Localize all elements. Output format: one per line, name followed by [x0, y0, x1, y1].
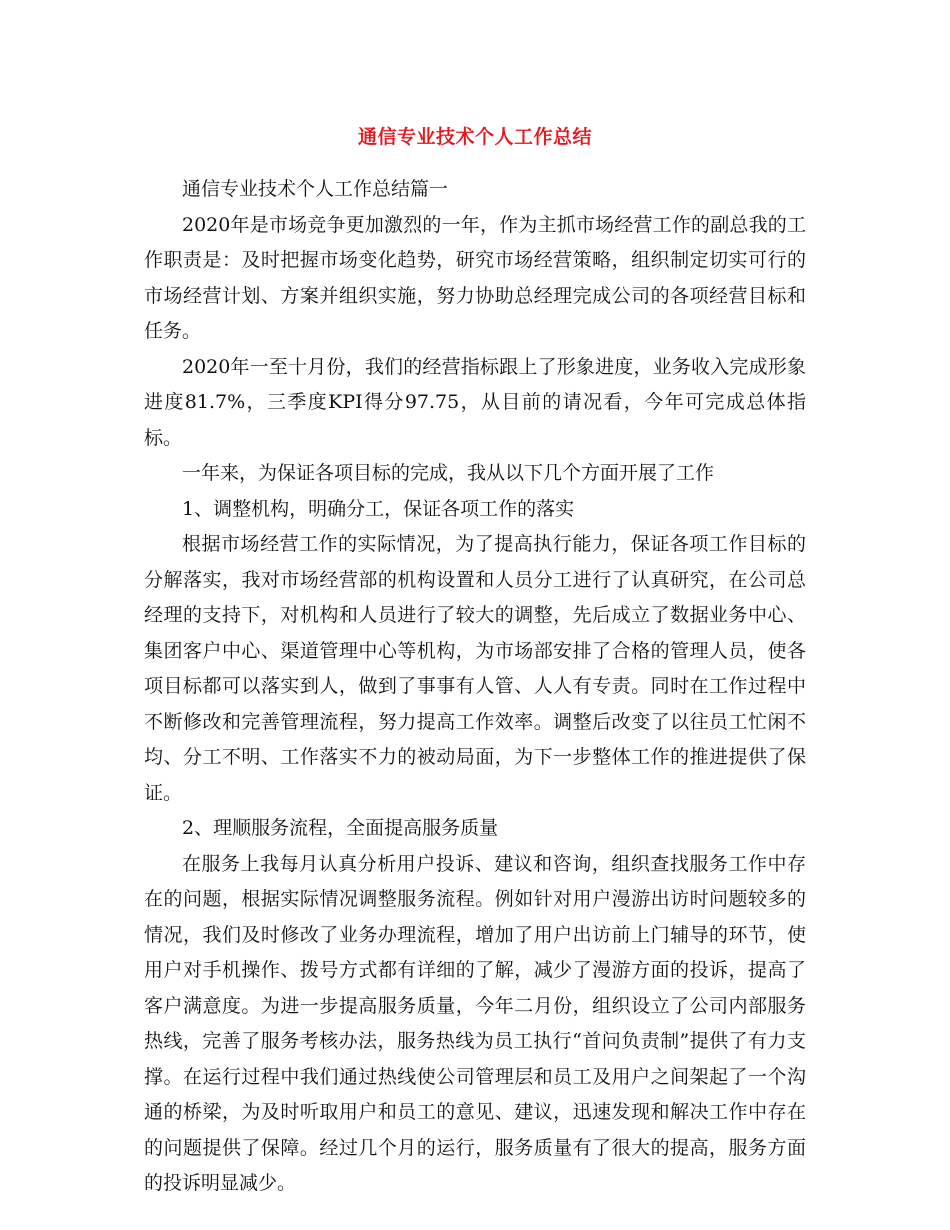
paragraph: 在服务上我每月认真分析用户投诉、建议和咨询，组织查找服务工作中存在的问题，根据实际情况调整服务流程。例如针对用户漫游出访时问题较多的情况，我们及时修改了业务办理流程，增加了用户出访前上门辅导的环节，使用户对手机操作、拨号方式都有详细的了解，减少了漫游方面的投诉，提高了客户满意度。为进一步提高服务质量，今年二月份，组织设立了公司内部服务热线，完善了服务考核办法，服务热线为员工执行“首问负责制”提供了有力支撑。在运行过程中我们通过热线使公司管理层和员工及用户之间架起了一个沟通的桥梁，为及时听取用户和员工的意见、建议，迅速发现和解决工作中存在的问题提供了保障。经过几个月的运行，服务质量有了很大的提高，服务方面的投诉明显减少。 [144, 852, 806, 1194]
paragraph: 根据市场经营工作的实际情况，为了提高执行能力，保证各项工作目标的分解落实，我对市场经营部的机构设置和人员分工进行了认真研究，在公司总经理的支持下，对机构和人员进行了较大的调整，先后成立了数据业务中心、集团客户中心、渠道管理中心等机构，为市场部安排了合格的管理人员，使各项目标都可以落实到人，做到了事事有人管、人人有专责。同时在工作过程中不断修改和完善管理流程，努力提高工作效率。调整后改变了以往员工忙闲不均、分工不明、工作落实不力的被动局面，为下一步整体工作的推进提供了保证。 [144, 533, 806, 804]
paragraph: 2020年一至十月份，我们的经营指标跟上了形象进度，业务收入完成形象进度81.7%，三季度KPI得分97.75，从目前的请况看，今年可完成总体指标。 [144, 355, 806, 449]
document-body [144, 172, 806, 1202]
section-heading: 通信专业技术个人工作总结篇一 [182, 178, 449, 200]
subsection-heading: 2、理顺服务流程，全面提高服务质量 [182, 817, 499, 839]
paragraph: 2020年是市场竞争更加激烈的一年，作为主抓市场经营工作的副总我的工作职责是：及时把握市场变化趋势，研究市场经营策略，组织制定切实可行的市场经营计划、方案并组织实施，努力协助总经理完成公司的各项经营目标和任务。 [144, 213, 806, 342]
subsection-heading: 1、调整机构，明确分工，保证各项工作的落实 [182, 497, 575, 520]
paragraph: 一年来，为保证各项目标的完成，我从以下几个方面开展了工作 [182, 462, 715, 484]
document-title: 通信专业技术个人工作总结 [357, 126, 592, 148]
